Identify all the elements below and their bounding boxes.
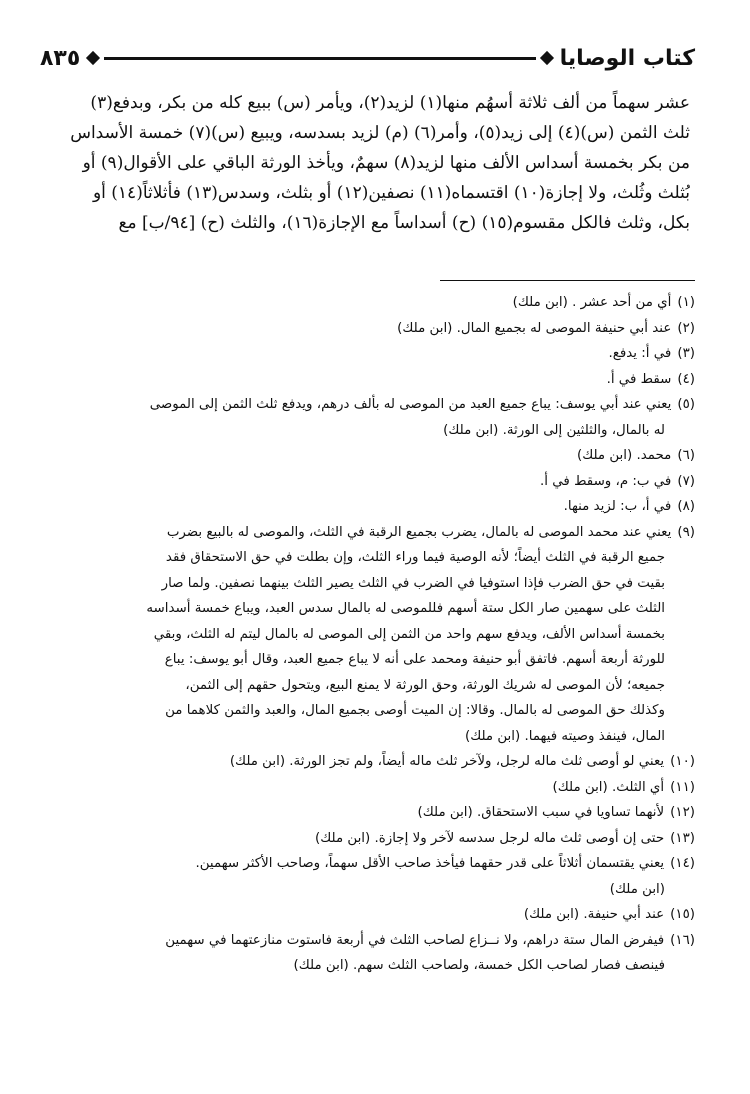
footnote	[55, 494, 695, 520]
footnote-text: عند أبي حنيفة. (ابن ملك)	[523, 907, 665, 922]
footnote-text: سقط في أ.	[606, 371, 672, 387]
footnote-number: (٣)	[677, 346, 695, 361]
book-title: كتاب الوصايا	[559, 45, 695, 71]
footnote-continuation: له بالمال، والثلثين إلى الورثة. (ابن ملك)	[443, 422, 665, 438]
footnote	[55, 851, 695, 902]
diamond-ornament-icon	[86, 51, 100, 65]
footnote-number: (٧)	[677, 473, 695, 489]
footnote-number: (١١)	[670, 779, 695, 795]
main-text-line: ثلث الثمن (س)(٤) إلى زيد(٥)، وأمر(٦) (م) لزيد بسدسه، ويبيع (س)(٧) خمسة الأسداس	[70, 123, 690, 143]
footnote-number: (٢)	[677, 320, 695, 336]
footnote-text: يعني لو أوصى ثلث ماله لرجل، ولآخر ثلث ماله أيضاً، ولم تجز الورثة. (ابن ملك)	[229, 754, 665, 769]
footnote-number: (١٣)	[670, 830, 695, 846]
footnote-continuation: للورثة أربعة أسهم. فاتفق أبو حنيفة ومحمد على أنه لا يباع جميع العبد، وقال أبو يوسف: يباع	[164, 652, 665, 667]
footnote-text: أي الثلث. (ابن ملك)	[552, 779, 665, 795]
footnote	[55, 392, 695, 443]
footnote	[55, 800, 695, 826]
main-text-line: من بكر بخمسة أسداس الألف منها لزيد(٨) سهمٌ، ويأخذ الورثة الباقي على الأقوال(٩) أو	[82, 153, 690, 173]
footnote	[55, 341, 695, 367]
footnote	[55, 469, 695, 495]
footnote-text: لأنهما تساويا في سبب الاستحقاق. (ابن ملك)	[417, 805, 665, 820]
footnote-continuation: بقيت في حق الضرب فإذا استوفيا في الضرب في الثلث يصير الثلث بينهما نصفين. ولما صار	[161, 575, 665, 591]
footnote-number: (١٠)	[670, 754, 695, 769]
main-text	[70, 88, 690, 238]
footnote-number: (٨)	[677, 499, 695, 514]
footnote-number: (٦)	[677, 448, 695, 463]
footnote-text: فيفرض المال ستة دراهم، ولا نــزاع لصاحب الثلث في أربعة فاستوت منازعتهما في سهمين	[165, 932, 665, 948]
footnote-number: (١٥)	[670, 907, 695, 922]
footnote-continuation: وكذلك حق الموصى له بالمال. وقالا: إن الميت أوصى بجميع المال، والعبد والثمن كلاهما من	[165, 703, 665, 718]
footnote-continuation: جميعه؛ لأن الموصى له شريك الورثة، وحق الورثة لا يمنع البيع، ويتحول حقهم إلى الثمن،	[185, 677, 665, 693]
footnote	[55, 520, 695, 750]
footnote-text: يعني عند محمد الموصى له بالمال، يضرب بجميع الرقبة في الثلث، والموصى له بالبيع بضرب	[166, 524, 672, 540]
footnote-number: (١)	[677, 295, 695, 310]
footnote-continuation: فينصف فصار لصاحب الكل خمسة، ولصاحب الثلث سهم. (ابن ملك)	[293, 958, 665, 973]
footnote	[55, 928, 695, 979]
footnote	[55, 775, 695, 801]
footnote-number: (١٤)	[670, 856, 695, 871]
footnote-text: محمد. (ابن ملك)	[576, 448, 672, 463]
footnote-text: يعني عند أبي يوسف: يباع جميع العبد من الموصى له بألف درهم، ويدفع ثلث الثمن إلى الموصى	[149, 397, 672, 412]
footnote-continuation: الثلث على سهمين صار الكل ستة أسهم فللموصى له بالمال سدس العبد، ويباع خمسة أسداسه	[146, 601, 665, 616]
footnote-number: (٥)	[677, 397, 695, 412]
footnote-text: عند أبي حنيفة الموصى له بجميع المال. (ابن ملك)	[397, 320, 672, 336]
page-header	[40, 38, 695, 78]
footnote-text: أي من أحد عشر . (ابن ملك)	[512, 295, 672, 310]
footnote-number: (١٦)	[670, 932, 695, 948]
footnote	[55, 316, 695, 342]
footnote-text: يعني يقتسمان أثلاثاً على قدر حقهما فيأخذ صاحب الأقل سهماً، وصاحب الأكثر سهمين.	[195, 856, 665, 871]
footnote	[55, 902, 695, 928]
main-text-line: عشر سهماً من ألف ثلاثة أسهُم منها(١) لزيد(٢)، ويأمر (س) ببيع كله من بكر، وبدفع(٣)	[90, 93, 690, 113]
footnote	[55, 826, 695, 852]
footnote-number: (٤)	[677, 371, 695, 387]
page-number: ٨٣٥	[40, 45, 81, 71]
footnote-text: في أ: يدفع.	[608, 346, 672, 361]
footnote	[55, 749, 695, 775]
footnote	[55, 443, 695, 469]
footnote-continuation: جميع الرقبة في الثلث أيضاً؛ لأنه الوصية فيما وراء الثلث، وإن بطلت في حق الاستحقاق فقد	[165, 550, 665, 565]
footnote-text: حتى إن أوصى ثلث ماله لرجل سدسه لآخر ولا إجازة. (ابن ملك)	[315, 830, 665, 846]
diamond-ornament-icon	[539, 51, 553, 65]
footnotes	[55, 290, 695, 979]
footnote-continuation: بخمسة أسداس الألف، ويدفع سهم واحد من الثمن إلى الموصى له بالمال ليتم له الثلث، وبقي	[153, 626, 665, 642]
footnote-number: (٩)	[677, 524, 695, 540]
footnote-separator	[440, 280, 695, 281]
main-text-line: بُثلث وثُلث، ولا إجازة(١٠) اقتسماه(١١) نصفين(١٢) أو بثلث، وسدس(١٣) فأثلاثاً(١٤) أو	[92, 183, 690, 203]
footnote-number: (١٢)	[670, 805, 695, 820]
footnote-continuation: (ابن ملك)	[609, 881, 665, 897]
footnote-continuation: المال، فينفذ وصيته فيهما. (ابن ملك)	[464, 728, 665, 744]
footnote-text: في ب: م، وسقط في أ.	[540, 473, 672, 489]
footnote-text: في أ، ب: لزيد منها.	[563, 499, 672, 514]
main-text-line: بكل، وثلث فالكل مقسوم(١٥) (ح) أسداساً مع الإجازة(١٦)، والثلث (ح) [٩٤/ب] مع	[118, 213, 690, 233]
footnote	[55, 290, 695, 316]
header-rule	[104, 57, 535, 60]
footnote	[55, 367, 695, 393]
